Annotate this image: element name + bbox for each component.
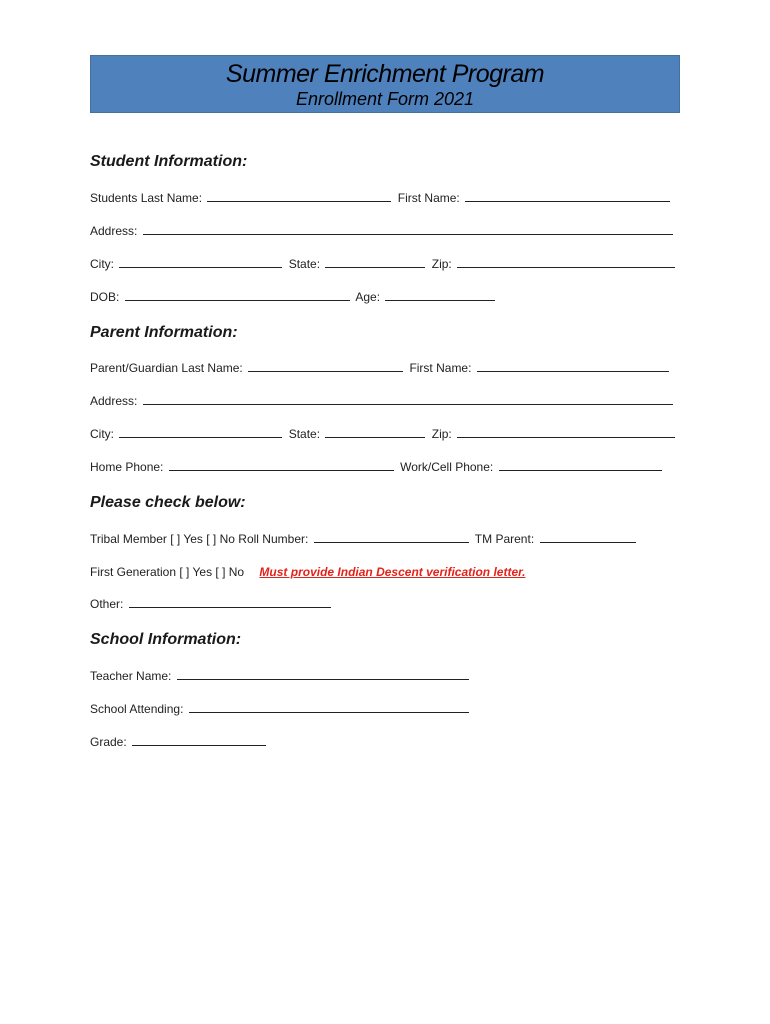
parent-zip-label: Zip:: [431, 427, 452, 441]
tribal-member-options[interactable]: Tribal Member [ ] Yes [ ] No: [90, 532, 235, 546]
teacher-name-label: Teacher Name:: [90, 669, 172, 683]
student-city-field[interactable]: [119, 256, 282, 268]
grade-label: Grade:: [90, 735, 127, 749]
student-name-row: [90, 190, 673, 206]
student-last-name-label: Students Last Name:: [90, 191, 203, 205]
verification-notice: Must provide Indian Descent verification letter.: [259, 565, 526, 579]
tribal-member-row: [90, 531, 639, 547]
parent-section-heading: Parent Information:: [90, 324, 238, 341]
student-dob-label: DOB:: [90, 290, 120, 304]
parent-name-row: [90, 360, 672, 376]
school-section-heading: School Information:: [90, 631, 242, 648]
student-address-row: [90, 223, 676, 239]
student-dob-field[interactable]: [125, 289, 350, 301]
student-last-name-field[interactable]: [207, 190, 391, 202]
title-banner: [90, 55, 680, 113]
roll-number-field[interactable]: [314, 531, 469, 543]
first-generation-row: [90, 564, 525, 580]
teacher-name-field[interactable]: [177, 668, 469, 680]
parent-city-label: City:: [90, 427, 114, 441]
tm-parent-label: TM Parent:: [474, 532, 535, 546]
student-first-name-label: First Name:: [397, 191, 460, 205]
student-age-label: Age:: [355, 290, 381, 304]
parent-work-phone-label: Work/Cell Phone:: [400, 460, 494, 474]
school-attending-field[interactable]: [189, 701, 469, 713]
student-age-field[interactable]: [385, 289, 495, 301]
student-city-label: City:: [90, 257, 114, 271]
grade-row: [90, 734, 269, 750]
form-subtitle: Enrollment Form 2021: [295, 89, 475, 109]
parent-city-field[interactable]: [119, 426, 282, 438]
student-first-name-field[interactable]: [465, 190, 670, 202]
student-state-label: State:: [288, 257, 321, 271]
parent-address-field[interactable]: [143, 393, 673, 405]
student-state-field[interactable]: [325, 256, 425, 268]
parent-address-label: Address:: [90, 394, 138, 408]
student-zip-field[interactable]: [457, 256, 675, 268]
parent-address-row: [90, 393, 676, 409]
other-label: Other:: [90, 597, 124, 611]
parent-zip-field[interactable]: [457, 426, 675, 438]
other-field[interactable]: [129, 596, 331, 608]
parent-home-phone-field[interactable]: [169, 459, 394, 471]
teacher-row: [90, 668, 472, 684]
parent-last-name-label: Parent/Guardian Last Name:: [90, 361, 243, 375]
other-row: [90, 596, 334, 612]
student-address-label: Address:: [90, 224, 138, 238]
grade-field[interactable]: [132, 734, 266, 746]
student-section-heading: Student Information:: [90, 153, 248, 170]
student-address-field[interactable]: [143, 223, 673, 235]
form-title: Summer Enrichment Program: [225, 60, 545, 88]
school-attending-label: School Attending:: [90, 702, 184, 716]
roll-number-label: Roll Number:: [238, 532, 309, 546]
check-section-heading: Please check below:: [90, 494, 246, 511]
parent-work-phone-field[interactable]: [499, 459, 662, 471]
parent-state-label: State:: [288, 427, 321, 441]
first-generation-options[interactable]: First Generation [ ] Yes [ ] No: [90, 565, 245, 579]
student-city-row: [90, 256, 678, 272]
parent-city-row: [90, 426, 678, 442]
parent-first-name-field[interactable]: [477, 360, 669, 372]
parent-phone-row: [90, 459, 665, 475]
parent-state-field[interactable]: [325, 426, 425, 438]
school-row: [90, 701, 472, 717]
tm-parent-field[interactable]: [540, 531, 636, 543]
parent-last-name-field[interactable]: [248, 360, 403, 372]
student-zip-label: Zip:: [431, 257, 452, 271]
parent-first-name-label: First Name:: [409, 361, 472, 375]
student-dob-row: [90, 289, 498, 305]
parent-home-phone-label: Home Phone:: [90, 460, 164, 474]
